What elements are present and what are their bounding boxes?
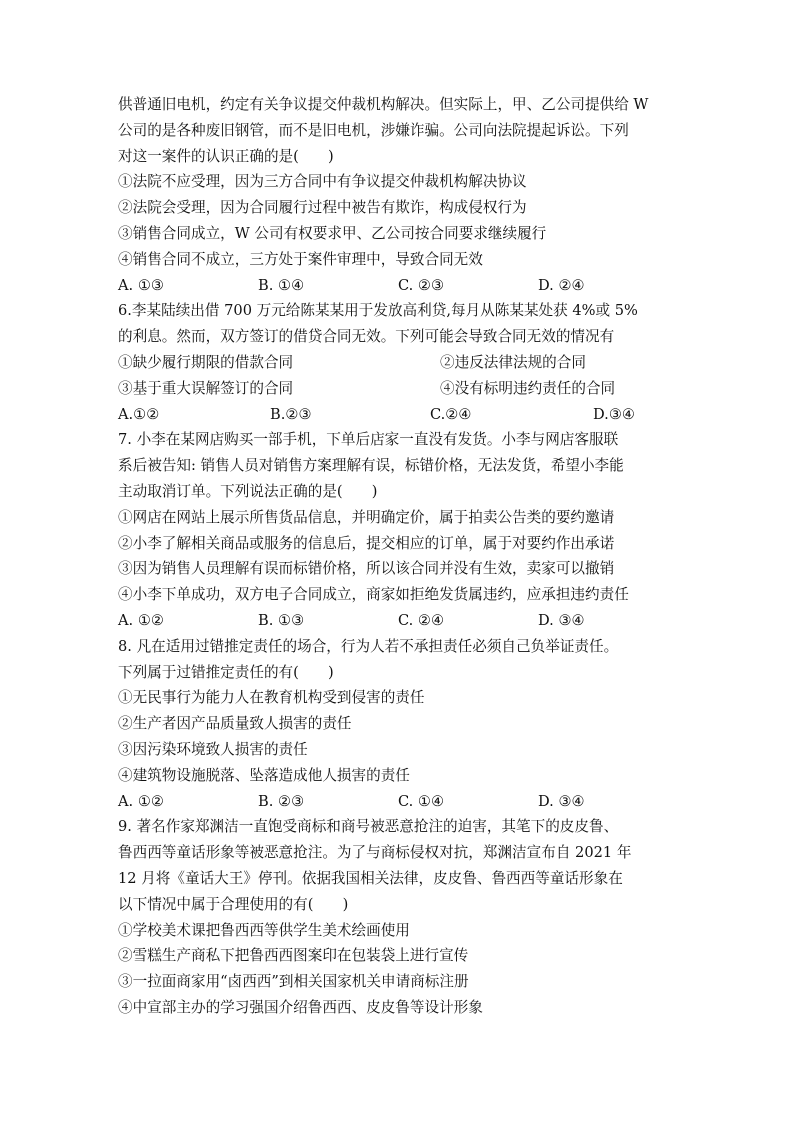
option-b: B. ①④ — [258, 276, 305, 294]
statement-item: ①网店在网站上展示所售货品信息，并明确定价，属于拍卖公告类的要约邀请 — [118, 508, 615, 526]
option-d: D. ③④ — [538, 611, 585, 629]
question-text-line: 鲁西西等童话形象等被恶意抢注。为了与商标侵权对抗，郑渊洁宣布自 2021 年 — [118, 844, 632, 862]
question-9 — [118, 814, 678, 1020]
option-d: D.③④ — [593, 405, 635, 423]
question-text-line: 公司的是各种废旧钢管，而不是旧电机，涉嫌诈骗。公司向法院提起诉讼。下列 — [118, 121, 629, 139]
document-page — [118, 92, 678, 1021]
statement-row — [118, 376, 678, 402]
statement-item: ①法院不应受理，因为三方合同中有争议提交仲裁机构解决协议 — [118, 173, 527, 191]
option-a: A. ①③ — [118, 276, 164, 294]
statement-item: ②生产者因产品质量致人损害的责任 — [118, 715, 352, 733]
question-5 — [118, 92, 678, 298]
question-text-line: 6.李某陆续出借 700 万元给陈某某用于发放高利贷,每月从陈某某处获 4%或 5% — [118, 302, 638, 320]
statement-item: ③因污染环境致人损害的责任 — [118, 740, 308, 758]
statement-item: ③一拉面商家用“卤西西”到相关国家机关申请商标注册 — [118, 973, 469, 991]
question-text-line: 下列属于过错推定责任的有( ) — [118, 663, 334, 681]
question-text-line: 对这一案件的认识正确的是( ) — [118, 147, 334, 165]
statement-item: ④中宣部主办的学习强国介绍鲁西西、皮皮鲁等设计形象 — [118, 998, 483, 1016]
option-a: A.①② — [118, 405, 160, 423]
question-text-line: 8. 凡在适用过错推定责任的场合，行为人若不承担责任必须自己负举证责任。 — [118, 637, 619, 655]
option-b: B. ②③ — [258, 792, 305, 810]
statement-item: ②法院会受理，因为合同履行过程中被告有欺诈，构成侵权行为 — [118, 199, 527, 217]
question-text-line: 系后被告知: 销售人员对销售方案理解有误，标错价格，无法发货，希望小李能 — [118, 457, 624, 475]
option-a: A. ①② — [118, 611, 164, 629]
statement-item: ④没有标明违约责任的合同 — [440, 379, 616, 397]
statement-item: ④销售合同不成立，三方处于案件审理中，导致合同无效 — [118, 250, 483, 268]
option-d: D. ③④ — [538, 792, 585, 810]
question-text-line: 12 月将《童话大王》停刊。依据我国相关法律，皮皮鲁、鲁西西等童话形象在 — [118, 869, 623, 887]
option-a: A. ①② — [118, 792, 164, 810]
question-text-line: 的利息。然而，双方签订的借贷合同无效。下列可能会导致合同无效的情况有 — [118, 328, 615, 346]
option-d: D. ②④ — [538, 276, 585, 294]
statement-item: ②雪糕生产商私下把鲁西西图案印在包装袋上进行宣传 — [118, 947, 469, 965]
option-c: C. ①④ — [398, 792, 445, 810]
statement-row — [118, 350, 678, 376]
question-text-line: 主动取消订单。下列说法正确的是( ) — [118, 482, 378, 500]
statement-item: ③因为销售人员理解有误而标错价格，所以该合同并没有生效，卖家可以撤销 — [118, 560, 615, 578]
statement-item: ②小李了解相关商品或服务的信息后，提交相应的订单，属于对要约作出承诺 — [118, 534, 615, 552]
answer-options — [118, 789, 678, 815]
statement-item: ③销售合同成立，W 公司有权要求甲、乙公司按合同要求继续履行 — [118, 224, 547, 242]
question-7 — [118, 427, 678, 633]
question-text-line: 供普通旧电机，约定有关争议提交仲裁机构解决。但实际上，甲、乙公司提供给 W — [118, 96, 649, 113]
option-c: C.②④ — [430, 405, 472, 423]
statement-item: ③基于重大误解签订的合同 — [118, 379, 294, 397]
statement-item: ②违反法律法规的合同 — [440, 353, 586, 371]
question-text-line: 以下情况中属于合理使用的有( ) — [118, 895, 349, 913]
answer-options — [118, 402, 678, 428]
statement-item: ①缺少履行期限的借款合同 — [118, 353, 294, 371]
option-b: B.②③ — [270, 405, 312, 423]
statement-item: ①无民事行为能力人在教育机构受到侵害的责任 — [118, 689, 425, 707]
option-c: C. ②③ — [398, 276, 445, 294]
question-text-line: 9. 著名作家郑渊洁一直饱受商标和商号被恶意抢注的迫害，其笔下的皮皮鲁、 — [118, 818, 619, 836]
question-text-line: 7. 小李在某网店购买一部手机，下单后店家一直没有发货。小李与网店客服联 — [118, 431, 619, 449]
option-c: C. ②④ — [398, 611, 445, 629]
question-8 — [118, 634, 678, 815]
answer-options — [118, 608, 678, 634]
statement-item: ①学校美术课把鲁西西等供学生美术绘画使用 — [118, 921, 410, 939]
statement-item: ④小李下单成功，双方电子合同成立，商家如拒绝发货属违约，应承担违约责任 — [118, 586, 629, 604]
answer-options — [118, 273, 678, 299]
option-b: B. ①③ — [258, 611, 305, 629]
question-6 — [118, 298, 678, 427]
statement-item: ④建筑物设施脱落、坠落造成他人损害的责任 — [118, 766, 410, 784]
